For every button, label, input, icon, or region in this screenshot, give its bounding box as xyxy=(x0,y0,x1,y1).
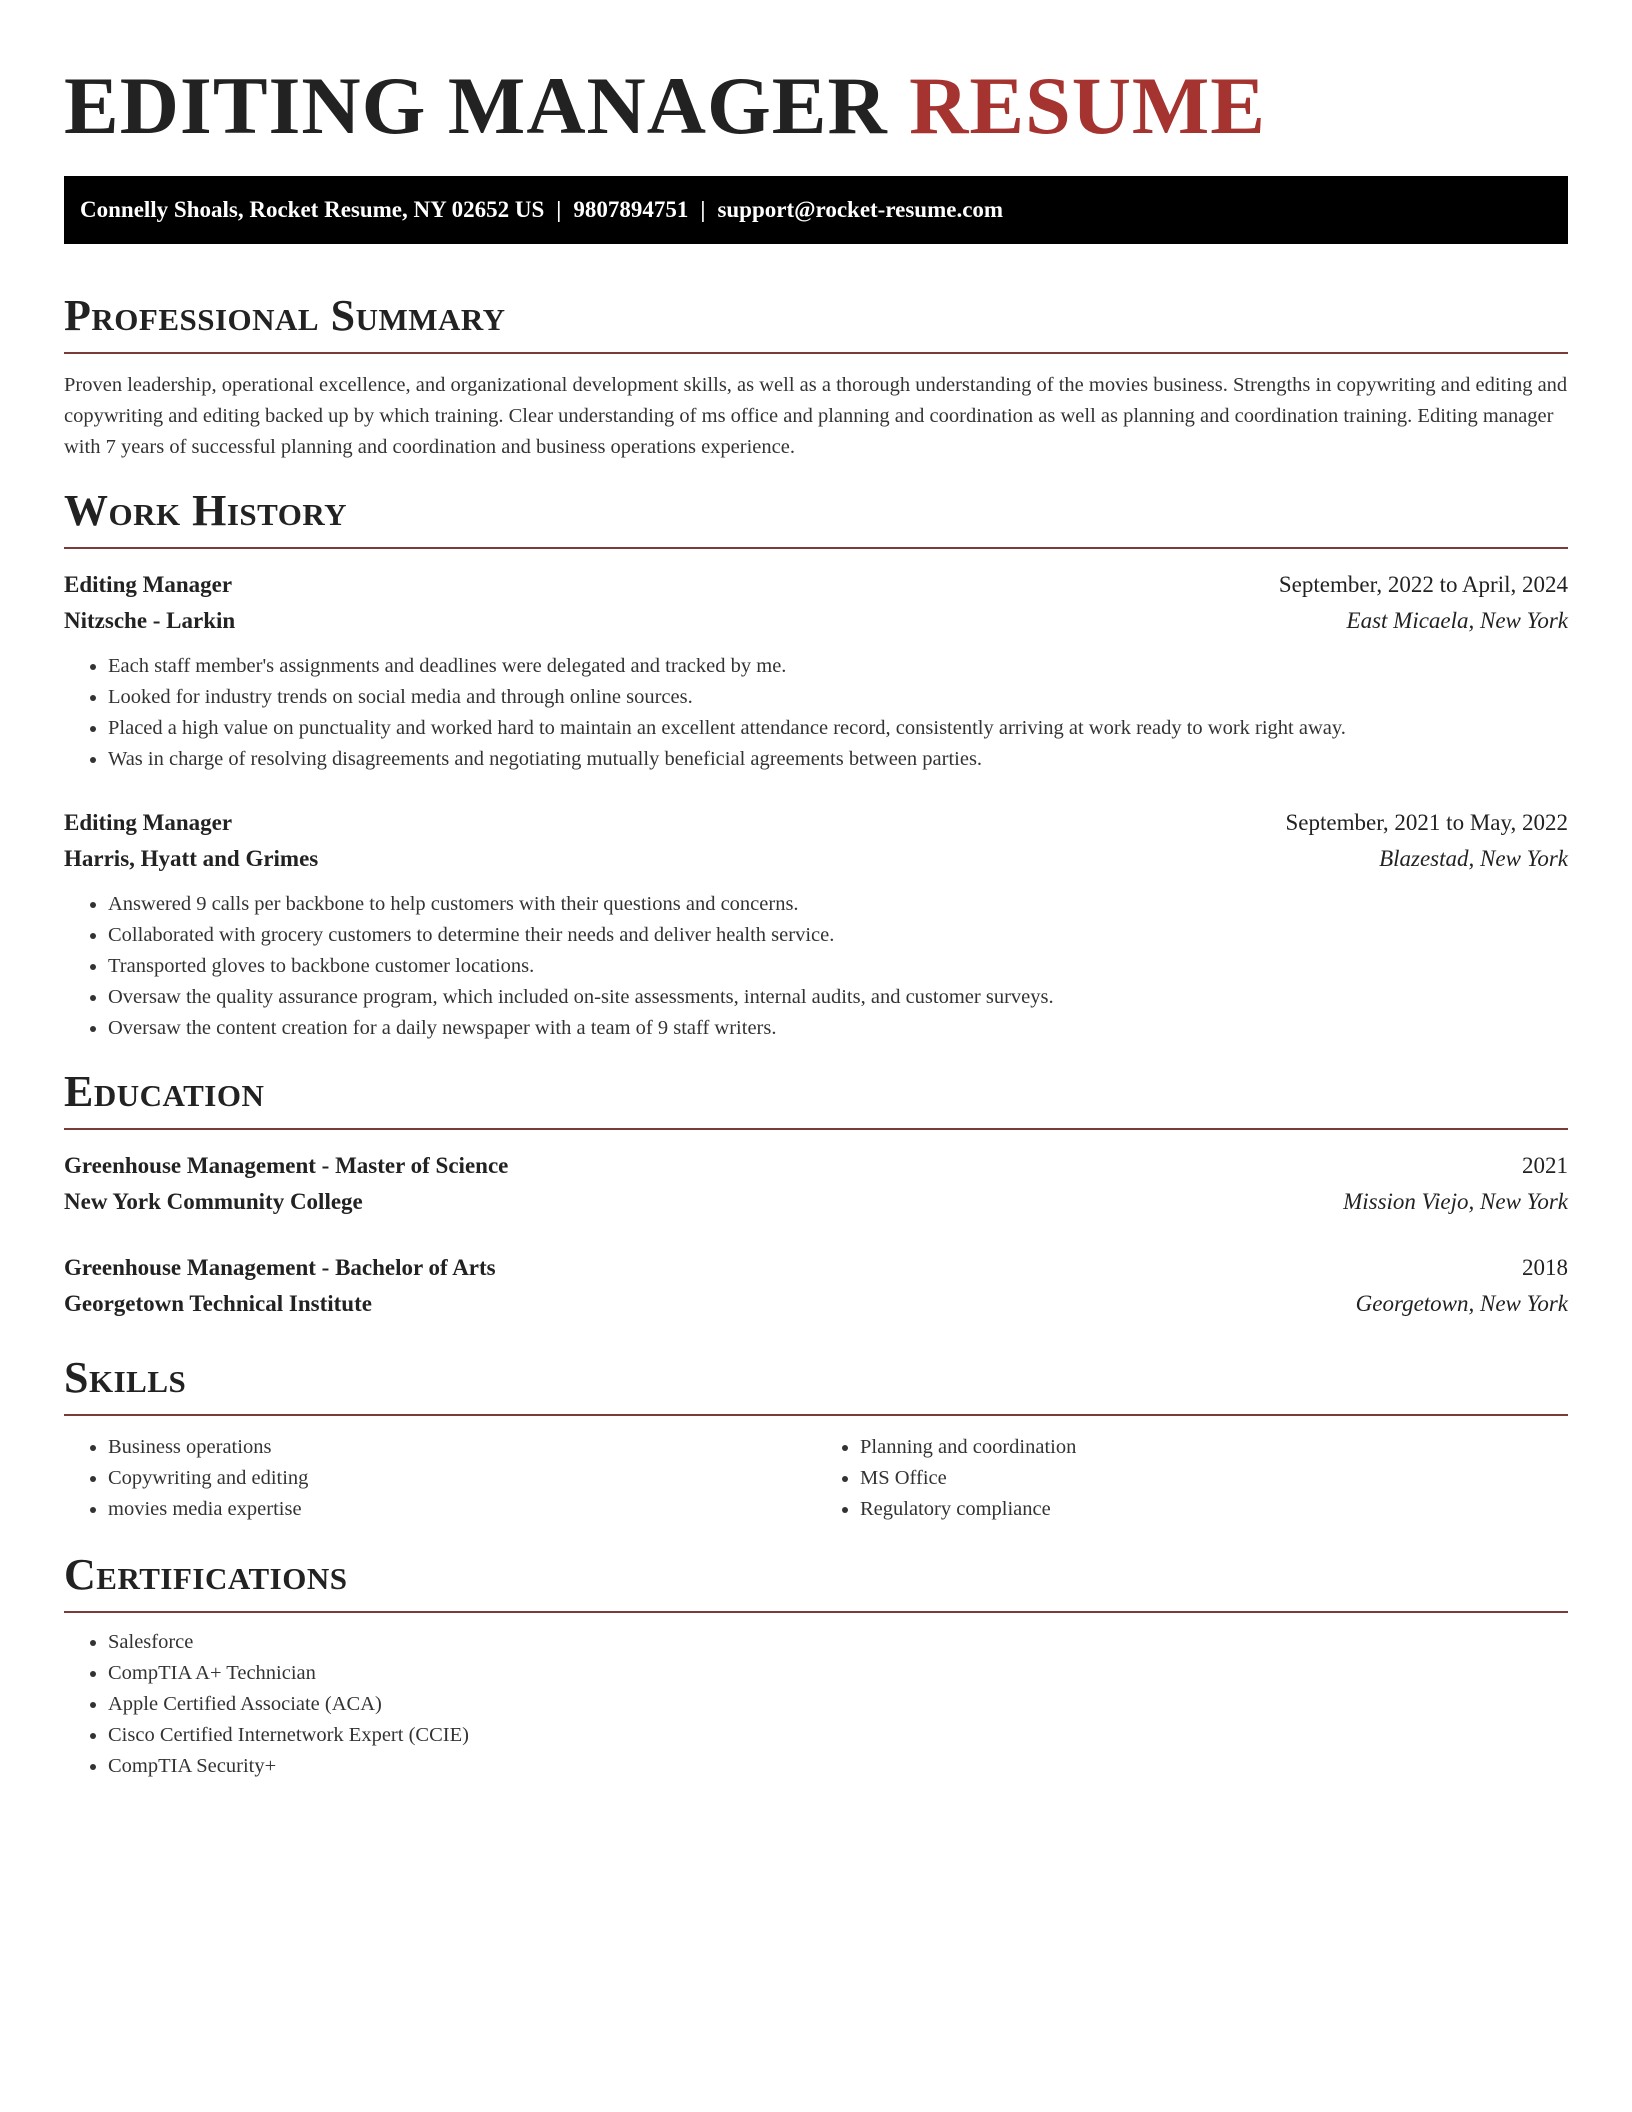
education-subheader xyxy=(64,1286,1568,1322)
title-accent: RESUME xyxy=(909,60,1266,151)
section-heading: Education xyxy=(64,1067,265,1116)
section-divider xyxy=(64,352,1568,354)
job-subheader xyxy=(64,603,1568,639)
certification-item: • Apple Certified Associate (ACA) xyxy=(108,1689,1568,1720)
skill-item: • Regulatory compliance xyxy=(860,1494,1568,1525)
job-location: East Micaela, New York xyxy=(1346,608,1568,633)
certifications-section xyxy=(64,1547,1568,1782)
list-item: • Placed a high value on punctuality and worked hard to maintain an excellent attendance record, consistently arriving at work ready to work right away. xyxy=(108,713,1568,744)
summary-text: Proven leadership, operational excellence, and organizational development skills, as well as a thorough understanding of the movies business. Strengths in copywriting and editing and copywriting and editing backed up by which training. Clear understanding of ms office and planning and coordination as well as planning and coordination training. Editing manager with 7 years of successful planning and coordination and business operations experience. xyxy=(64,374,1568,458)
certification-item: • CompTIA Security+ xyxy=(108,1751,1568,1782)
section-divider xyxy=(64,1128,1568,1130)
title-main: EDITING MANAGER xyxy=(64,60,888,151)
education-entry xyxy=(64,1250,1568,1322)
section-heading: Work History xyxy=(64,486,348,535)
skills-column-left xyxy=(64,1432,816,1525)
education-school: New York Community College xyxy=(64,1189,363,1214)
summary-section xyxy=(64,288,1568,463)
job-bullets xyxy=(64,651,1568,775)
education-degree: Greenhouse Management - Bachelor of Arts xyxy=(64,1255,496,1280)
education-section xyxy=(64,1064,1568,1322)
education-school: Georgetown Technical Institute xyxy=(64,1291,372,1316)
education-header xyxy=(64,1148,1568,1184)
job-company: Harris, Hyatt and Grimes xyxy=(64,846,319,871)
work-history-section xyxy=(64,483,1568,1044)
skill-item: • movies media expertise xyxy=(108,1494,816,1525)
education-year: 2018 xyxy=(1522,1255,1568,1280)
job-subheader xyxy=(64,841,1568,877)
skills-section xyxy=(64,1350,1568,1525)
section-heading: Certifications xyxy=(64,1550,348,1599)
contact-separator: | xyxy=(700,197,706,222)
resume-title xyxy=(64,56,1568,156)
job-header xyxy=(64,805,1568,841)
contact-address: Connelly Shoals, Rocket Resume, NY 02652 US xyxy=(80,197,545,222)
section-heading: Skills xyxy=(64,1353,187,1402)
list-item: • Oversaw the quality assurance program, which included on-site assessments, internal audits, and customer surveys. xyxy=(108,982,1568,1013)
list-item: • Oversaw the content creation for a daily newspaper with a team of 9 staff writers. xyxy=(108,1013,1568,1044)
certifications-list xyxy=(64,1627,1568,1782)
job-location: Blazestad, New York xyxy=(1379,846,1568,871)
job-company: Nitzsche - Larkin xyxy=(64,608,236,633)
job-title: Editing Manager xyxy=(64,810,233,835)
section-divider xyxy=(64,1414,1568,1416)
education-entry xyxy=(64,1148,1568,1220)
certification-item: • Salesforce xyxy=(108,1627,1568,1658)
contact-separator: | xyxy=(556,197,562,222)
list-item: • Answered 9 calls per backbone to help customers with their questions and concerns. xyxy=(108,889,1568,920)
certification-item: • Cisco Certified Internetwork Expert (CCIE) xyxy=(108,1720,1568,1751)
skill-item: • MS Office xyxy=(860,1463,1568,1494)
job-bullets xyxy=(64,889,1568,1044)
skill-item: • Copywriting and editing xyxy=(108,1463,816,1494)
job-entry xyxy=(64,805,1568,1044)
contact-phone: 9807894751 xyxy=(573,197,689,222)
education-location: Georgetown, New York xyxy=(1355,1291,1568,1316)
education-header xyxy=(64,1250,1568,1286)
list-item: • Transported gloves to backbone customer locations. xyxy=(108,951,1568,982)
certification-item: • CompTIA A+ Technician xyxy=(108,1658,1568,1689)
education-degree: Greenhouse Management - Master of Science xyxy=(64,1153,509,1178)
education-year: 2021 xyxy=(1522,1153,1568,1178)
skill-item: • Planning and coordination xyxy=(860,1432,1568,1463)
list-item: • Each staff member's assignments and deadlines were delegated and tracked by me. xyxy=(108,651,1568,682)
job-header xyxy=(64,567,1568,603)
job-entry xyxy=(64,567,1568,775)
job-dates: September, 2022 to April, 2024 xyxy=(1278,572,1568,597)
contact-bar xyxy=(64,176,1568,244)
skills-grid xyxy=(64,1432,1568,1525)
list-item: • Collaborated with grocery customers to determine their needs and deliver health service. xyxy=(108,920,1568,951)
section-divider xyxy=(64,1611,1568,1613)
job-title: Editing Manager xyxy=(64,572,233,597)
section-heading: Professional Summary xyxy=(64,291,506,340)
skills-column-right xyxy=(816,1432,1568,1525)
education-subheader xyxy=(64,1184,1568,1220)
section-divider xyxy=(64,547,1568,549)
list-item: • Was in charge of resolving disagreements and negotiating mutually beneficial agreements between parties. xyxy=(108,744,1568,775)
skill-item: • Business operations xyxy=(108,1432,816,1463)
list-item: • Looked for industry trends on social media and through online sources. xyxy=(108,682,1568,713)
education-location: Mission Viejo, New York xyxy=(1343,1189,1568,1214)
contact-email: support@rocket-resume.com xyxy=(717,197,1004,222)
job-dates: September, 2021 to May, 2022 xyxy=(1285,810,1568,835)
